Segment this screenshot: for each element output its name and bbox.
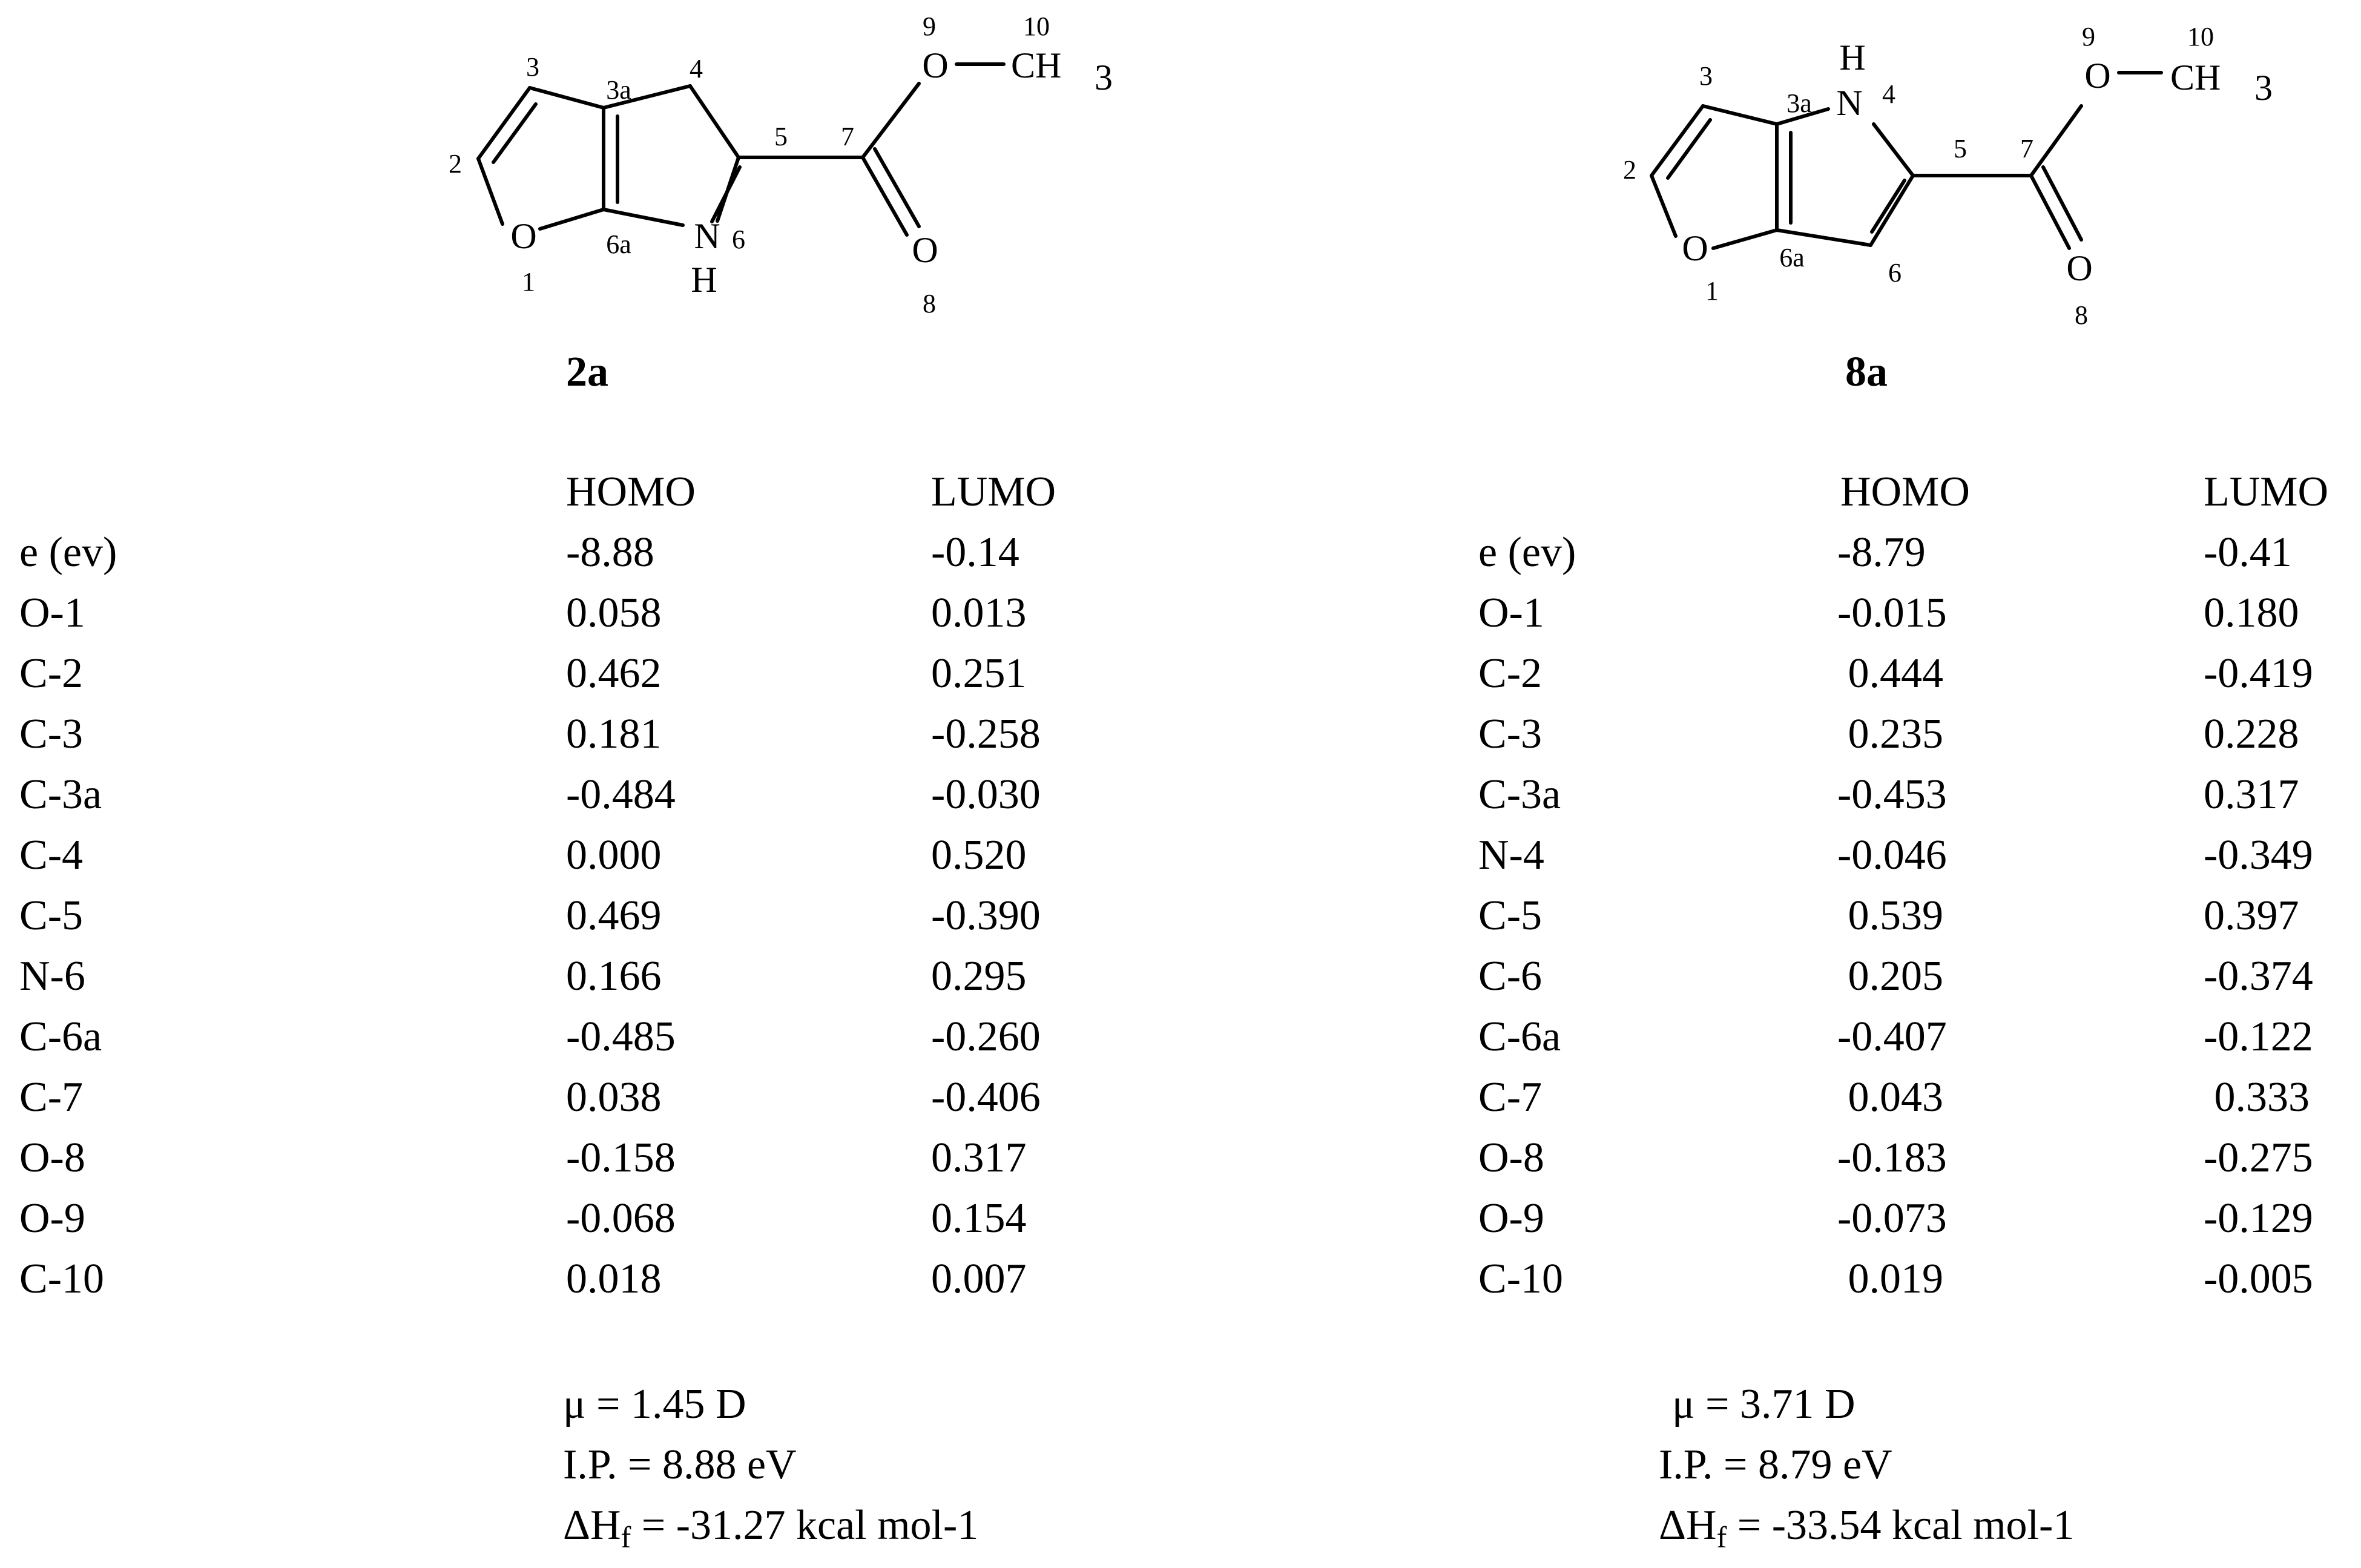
atom-label: O [510, 216, 537, 256]
row-label: C-5 [1478, 892, 1542, 939]
homo-value: 0.000 [566, 832, 662, 878]
heat-of-formation-subscript: f [621, 1520, 631, 1554]
atom-number: 4 [690, 54, 703, 84]
homo-value: -8.88 [566, 529, 654, 576]
lumo-value: 0.333 [2204, 1074, 2310, 1121]
row-label: N-6 [19, 953, 85, 1000]
row-label: C-3a [19, 771, 102, 818]
lumo-value: -0.258 [931, 711, 1041, 757]
atom-number: 6 [1888, 258, 1902, 288]
row-label: C-4 [19, 832, 83, 878]
homo-value: 0.181 [566, 711, 662, 757]
atom-label: CH [2170, 58, 2221, 97]
homo-value: -0.015 [1837, 590, 1947, 636]
heat-of-formation-subscript: f [1716, 1520, 1727, 1554]
row-label: C-2 [1478, 650, 1542, 697]
atom-label: 3 [2254, 68, 2273, 108]
homo-value: 0.166 [566, 953, 662, 1000]
atom-label: O [922, 45, 949, 85]
homo-value: 0.462 [566, 650, 662, 697]
atom-number: 5 [1954, 134, 1967, 163]
row-label: C-6 [1478, 953, 1542, 1000]
homo-value: 0.043 [1837, 1074, 1943, 1121]
atom-label: O [1682, 228, 1708, 268]
lumo-value: 0.520 [931, 832, 1027, 878]
atom-number: 9 [923, 12, 936, 41]
lumo-value: 0.013 [931, 590, 1027, 636]
lumo-value: 0.007 [931, 1256, 1027, 1302]
atom-number: 7 [2020, 134, 2033, 163]
lumo-value: -0.374 [2204, 953, 2313, 1000]
lumo-value: 0.251 [931, 650, 1027, 697]
row-label: C-7 [19, 1074, 83, 1121]
row-label: C-7 [1478, 1074, 1542, 1121]
dipole-moment: μ = 3.71 D [1672, 1381, 1856, 1428]
column-header-homo: HOMO [566, 469, 696, 515]
homo-value: -0.068 [566, 1195, 676, 1242]
atom-number: 4 [1882, 79, 1895, 109]
compound-label-8a: 8a [1845, 349, 1888, 395]
heat-of-formation-symbol: ΔH [563, 1502, 621, 1549]
homo-value: -0.485 [566, 1013, 676, 1060]
homo-value: -0.453 [1837, 771, 1947, 818]
row-label: C-6a [1478, 1013, 1561, 1060]
structure-2a [0, 0, 1180, 339]
atom-number: 8 [2075, 300, 2088, 330]
column-header-lumo: LUMO [2204, 469, 2329, 515]
row-label: C-5 [19, 892, 83, 939]
atom-number: 1 [522, 267, 535, 297]
heat-of-formation-value: = -31.27 kcal mol-1 [631, 1502, 979, 1549]
atom-number: 1 [1705, 276, 1719, 306]
bonds-8a [1651, 73, 2161, 248]
homo-value: -0.407 [1837, 1013, 1947, 1060]
row-label: e (ev) [19, 529, 117, 576]
row-label: C-6a [19, 1013, 102, 1060]
homo-value: 0.019 [1837, 1256, 1943, 1302]
row-label: C-3 [1478, 711, 1542, 757]
homo-value: 0.038 [566, 1074, 662, 1121]
heat-of-formation [1659, 1502, 2075, 1554]
lumo-value: -0.122 [2204, 1013, 2313, 1060]
homo-value: 0.205 [1837, 953, 1943, 1000]
atom-number: 6a [1779, 243, 1805, 272]
ionization-potential: I.P. = 8.79 eV [1659, 1441, 1892, 1488]
atom-number: 2 [1623, 155, 1636, 185]
homo-value: -0.183 [1837, 1135, 1947, 1181]
atom-number: 3 [1699, 61, 1713, 91]
atom-label: N [1836, 83, 1863, 123]
atom-number: 7 [841, 122, 854, 151]
homo-value: -8.79 [1837, 529, 1926, 576]
lumo-value: -0.005 [2204, 1256, 2313, 1302]
ionization-potential: I.P. = 8.88 eV [563, 1441, 797, 1488]
column-header-lumo: LUMO [931, 469, 1056, 515]
row-label: O-9 [19, 1195, 85, 1242]
atom-label: O [2084, 56, 2111, 96]
row-label: O-1 [19, 590, 85, 636]
row-label: C-3 [19, 711, 83, 757]
atom-number: 6 [732, 225, 745, 254]
atom-label: 3 [1095, 58, 1113, 97]
lumo-value: -0.030 [931, 771, 1041, 818]
row-label: O-8 [1478, 1135, 1544, 1181]
lumo-value: -0.129 [2204, 1195, 2313, 1242]
atom-label: N [694, 216, 720, 256]
homo-value: -0.484 [566, 771, 676, 818]
homo-value: 0.018 [566, 1256, 662, 1302]
atom-number: 5 [774, 122, 788, 151]
bonds-2a [478, 64, 1004, 235]
row-label: C-2 [19, 650, 83, 697]
homo-value: 0.058 [566, 590, 662, 636]
homo-value: 0.235 [1837, 711, 1943, 757]
heat-of-formation [563, 1502, 979, 1554]
row-label: e (ev) [1478, 529, 1576, 576]
row-label: C-3a [1478, 771, 1561, 818]
lumo-value: -0.390 [931, 892, 1041, 939]
row-label: C-10 [1478, 1256, 1563, 1302]
atom-number: 6a [606, 229, 631, 259]
column-header-homo: HOMO [1840, 469, 1970, 515]
atom-label: H [1839, 38, 1866, 77]
lumo-value: -0.406 [931, 1074, 1041, 1121]
lumo-value: -0.275 [2204, 1135, 2313, 1181]
lumo-value: -0.419 [2204, 650, 2313, 697]
atom-label: CH [1011, 45, 1062, 85]
row-label: O-1 [1478, 590, 1544, 636]
row-label: N-4 [1478, 832, 1544, 878]
homo-value: -0.158 [566, 1135, 676, 1181]
lumo-value: -0.349 [2204, 832, 2313, 878]
lumo-value: 0.180 [2204, 590, 2299, 636]
heat-of-formation-symbol: ΔH [1659, 1502, 1717, 1549]
row-label: O-9 [1478, 1195, 1544, 1242]
lumo-value: -0.41 [2204, 529, 2292, 576]
lumo-value: 0.295 [931, 953, 1027, 1000]
homo-value: 0.539 [1837, 892, 1943, 939]
lumo-value: 0.228 [2204, 711, 2299, 757]
atom-label: H [691, 260, 717, 300]
lumo-value: 0.317 [2204, 771, 2299, 818]
atom-label: O [912, 230, 938, 270]
lumo-value: 0.154 [931, 1195, 1027, 1242]
lumo-value: -0.14 [931, 529, 1019, 576]
homo-value: 0.444 [1837, 650, 1943, 697]
structure-8a [1180, 0, 2361, 339]
atom-number: 3a [1786, 88, 1812, 118]
row-label: C-10 [19, 1256, 104, 1302]
atom-label: O [2066, 248, 2093, 288]
atom-number: 3a [606, 75, 631, 105]
homo-value: -0.073 [1837, 1195, 1947, 1242]
heat-of-formation-value: = -33.54 kcal mol-1 [1727, 1502, 2075, 1549]
atom-number: 10 [2187, 22, 2214, 51]
dipole-moment: μ = 1.45 D [563, 1381, 746, 1428]
atom-number: 3 [526, 52, 539, 82]
compound-label-2a: 2a [566, 349, 608, 395]
lumo-value: 0.317 [931, 1135, 1027, 1181]
row-label: O-8 [19, 1135, 85, 1181]
atom-number: 10 [1023, 12, 1050, 41]
atom-number: 9 [2082, 22, 2095, 51]
lumo-value: 0.397 [2204, 892, 2299, 939]
atom-number: 8 [923, 289, 936, 318]
atom-number: 2 [449, 149, 462, 179]
lumo-value: -0.260 [931, 1013, 1041, 1060]
homo-value: 0.469 [566, 892, 662, 939]
homo-value: -0.046 [1837, 832, 1947, 878]
